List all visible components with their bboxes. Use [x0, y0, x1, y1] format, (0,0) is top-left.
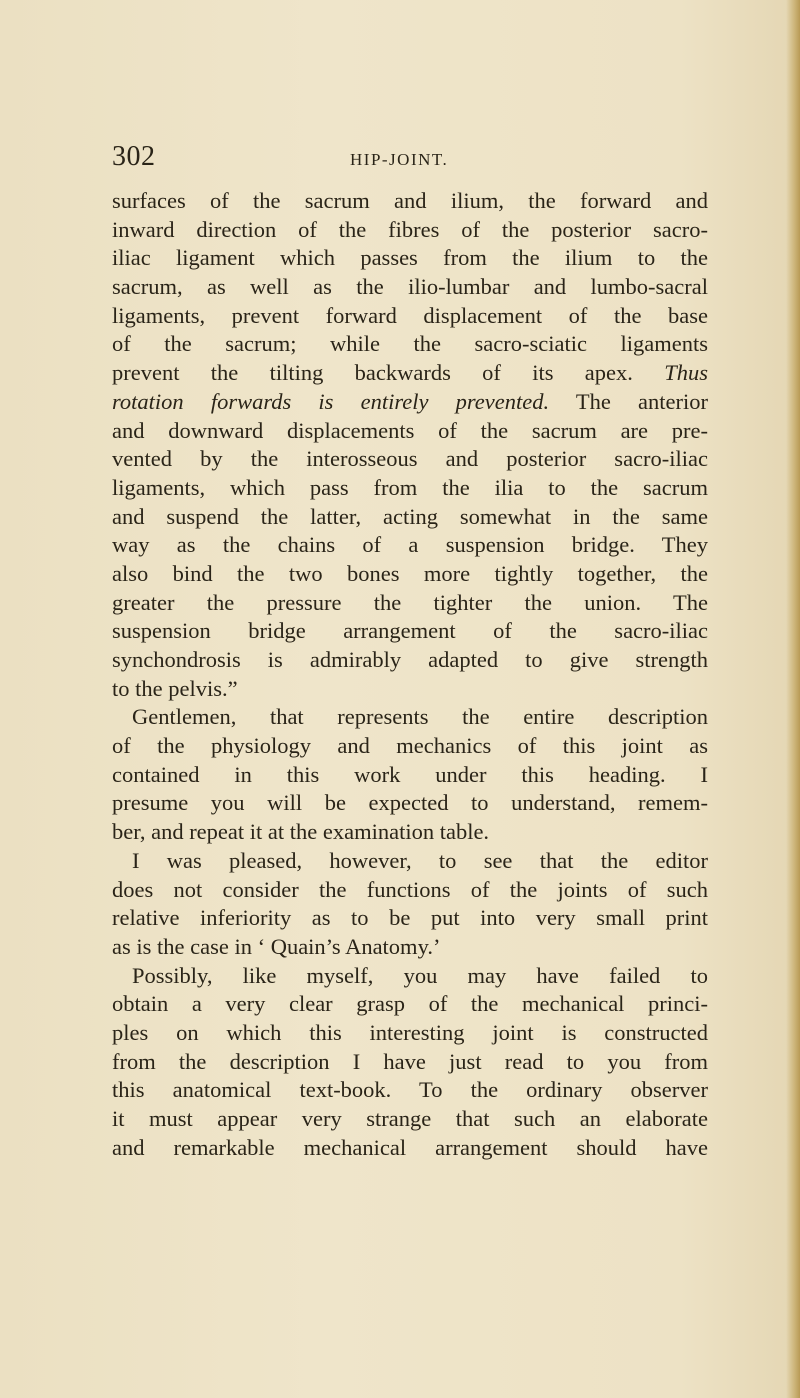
page-number: 302: [112, 141, 156, 172]
text-line: of the physiology and mechanics of this joint as: [112, 733, 708, 759]
text-line: and remarkable mechanical arrangement should have: [112, 1134, 708, 1160]
text-line: obtain a very clear grasp of the mechanical princi-: [112, 991, 708, 1017]
text-line: it must appear very strange that such an elaborate: [112, 1106, 708, 1131]
text-line: ligaments, which pass from the ilia to the sacrum: [112, 474, 708, 500]
text-line: sacrum, as well as the ilio-lumbar and lumbo-sacral: [112, 274, 708, 300]
text-line: way as the chains of a suspension bridge. They: [112, 532, 708, 558]
text-line: presume you will be expected to understand, remem-: [112, 790, 708, 816]
text-line: to the pelvis.”: [112, 675, 238, 701]
text-line: of the sacrum; while the sacro-sciatic ligaments: [112, 331, 708, 357]
body-text: [112, 187, 708, 1162]
page-header: [112, 141, 692, 181]
text-segment: prevent the tilting backwards of its apex.: [112, 360, 633, 386]
text-line: synchondrosis is admirably adapted to give strength: [112, 647, 708, 672]
text-line: also bind the two bones more tightly together, the: [112, 560, 708, 586]
text-line: iliac ligament which passes from the ilium to the: [112, 245, 708, 271]
text-line: [112, 359, 708, 388]
text-line: ligaments, prevent forward displacement of the base: [112, 302, 708, 328]
text-line: and downward displacements of the sacrum are pre-: [112, 417, 708, 443]
running-head: HIP-JOINT.: [350, 150, 449, 169]
text-line: suspension bridge arrangement of the sacro-iliac: [112, 618, 708, 644]
page-edge-shadow: [786, 0, 800, 1398]
italic-segment: rotation forwards is entirely prevented.: [112, 388, 550, 414]
text-line: surfaces of the sacrum and ilium, the forward and: [112, 188, 708, 213]
text-line: I was pleased, however, to see that the editor: [132, 847, 708, 873]
text-line: contained in this work under this heading. I: [112, 761, 708, 787]
text-line: Gentlemen, that represents the entire description: [132, 704, 708, 730]
italic-segment: Thus: [664, 360, 708, 386]
text-line: inward direction of the fibres of the posterior sacro-: [112, 216, 708, 242]
text-line: and suspend the latter, acting somewhat in the same: [112, 503, 708, 529]
text-line: as is the case in ‘ Quain’s Anatomy.’: [112, 933, 441, 959]
text-line: from the description I have just read to you from: [112, 1048, 708, 1074]
text-segment: The anterior: [575, 388, 708, 414]
text-line: ples on which this interesting joint is constructed: [112, 1019, 708, 1045]
text-line: [112, 388, 708, 417]
text-line: ber, and repeat it at the examination table.: [112, 819, 490, 845]
text-line: Possibly, like myself, you may have failed to: [132, 962, 708, 988]
text-line: vented by the interosseous and posterior sacro-iliac: [112, 446, 708, 472]
text-line: relative inferiority as to be put into very small print: [112, 905, 708, 931]
text-line: does not consider the functions of the joints of such: [112, 876, 708, 902]
text-line: this anatomical text-book. To the ordinary observer: [112, 1077, 708, 1103]
text-line: greater the pressure the tighter the union. The: [112, 589, 708, 615]
